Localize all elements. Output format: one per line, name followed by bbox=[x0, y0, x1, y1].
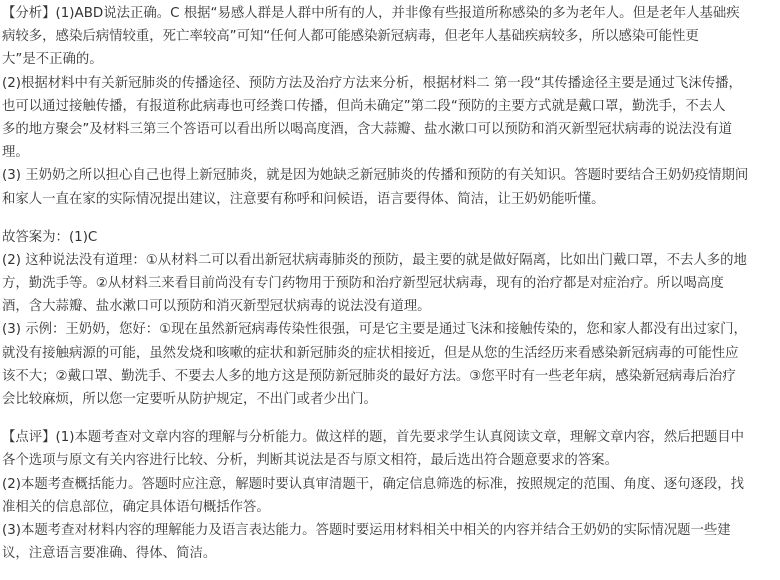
analysis-line: 【分析】(1)ABD说法正确。C 根据“易感人群是人群中所有的人，并非像有些报道所称感染的多为老年人。但是老年人基础疾 bbox=[2, 6, 740, 21]
analysis-line: 也可以通过接触传播，有报道称此病毒也可经粪口传播，但尚未确定”第二段“预防的主要方式就是戴口罩，勤洗手，不去人 bbox=[2, 98, 726, 114]
comment-line: 【点评】(1)本题考查对文章内容的理解与分析能力。做这样的题，首先要求学生认真阅读文章，理解文章内容，然后把题目中 bbox=[2, 430, 745, 446]
answer-line: 该不大；②戴口罩、勤洗手、不要去人多的地方这是预防新冠肺炎的最好方法。③您平时有一些老年病，感染新冠病毒后治疗 bbox=[2, 368, 736, 384]
comment-section bbox=[2, 426, 774, 565]
comment-line: 各个选项与原文有关内容进行比较、分析，判断其说法是否与原文相符，最后选出符合题意要求的答案。 bbox=[2, 453, 618, 469]
analysis-line: 理。 bbox=[2, 145, 29, 161]
section-gap bbox=[2, 411, 774, 426]
answer-line: 故答案为：(1)C bbox=[2, 229, 98, 245]
answer-line: 就没有接触病源的可能，虽然发烧和咳嗽的症状和新冠肺炎的症状相接近，但是从您的生活经历来看感染新冠病毒的可能性应 bbox=[2, 345, 739, 361]
answer-line: 酒，含大蒜瓣、盐水漱口可以预防和消灭新型冠状病毒的说法没有道理。 bbox=[2, 299, 431, 315]
answer-line: (2) 这种说法没有道理：①从材料二可以看出新冠状病毒肺炎的预防，最主要的就是做好隔离，比如出门戴口罩，不去人多的地 bbox=[2, 252, 747, 268]
analysis-section bbox=[2, 2, 774, 211]
comment-line: (2)本题考查概括能力。答题时应注意，解题时要认真审清题干，确定信息筛选的标准，按照规定的范围、角度、逐句逐段，找 bbox=[2, 476, 745, 492]
answer-line: 会比较麻烦，所以您一定要听从防护规定，不出门或者少出门。 bbox=[2, 392, 377, 407]
analysis-line: (2)根据材料中有关新冠肺炎的传播途径、预防方法及治疗方法来分析，根据材料二 第一段“其传播途径主要是通过飞沫传播， bbox=[2, 75, 742, 91]
comment-line: 议，注意语言要准确、得体、简洁。 bbox=[2, 546, 217, 562]
analysis-line: 大”是不正确的。 bbox=[2, 52, 103, 68]
analysis-line: 和家人一直在家的实际情况提出建议，注意要有称呼和问候语，语言要得体、简洁，让王奶奶能听懂。 bbox=[2, 191, 605, 207]
answer-section bbox=[2, 226, 774, 412]
analysis-line: (3) 王奶奶之所以担心自己也得上新冠肺炎，就是因为她缺乏新冠肺炎的传播和预防的有关知识。答题时要结合王奶奶疫情期间 bbox=[2, 168, 749, 184]
analysis-line: 多的地方聚会”及材料三第三个答语可以看出所以喝高度酒，含大蒜瓣、盐水漱口可以预防和消灭新型冠状病毒的说法没有道 bbox=[2, 121, 733, 137]
comment-line: 准相关的信息部位，确定具体语句概括作答。 bbox=[2, 499, 270, 515]
section-gap bbox=[2, 211, 774, 226]
analysis-line: 病较多，感染后病情较重，死亡率较高”可知“任何人都可能感染新冠病毒，但老年人基础疾病较多，所以感染可能性更 bbox=[2, 29, 699, 45]
answer-line: 方，勤洗手等。②从材料三来看目前尚没有专门药物用于预防和治疗新型冠状病毒，现有的治疗都是对症治疗。所以喝高度 bbox=[2, 276, 724, 292]
answer-line: (3) 示例：王奶奶，您好：①现在虽然新冠病毒传染性很强，可是它主要是通过飞沫和接触传染的，您和家人都没有出过家门， bbox=[2, 322, 747, 338]
comment-line: (3)本题考查对材料内容的理解能力及语言表达能力。答题时要运用材料相关中相关的内容并结合王奶奶的实际情况题一些建 bbox=[2, 522, 731, 538]
